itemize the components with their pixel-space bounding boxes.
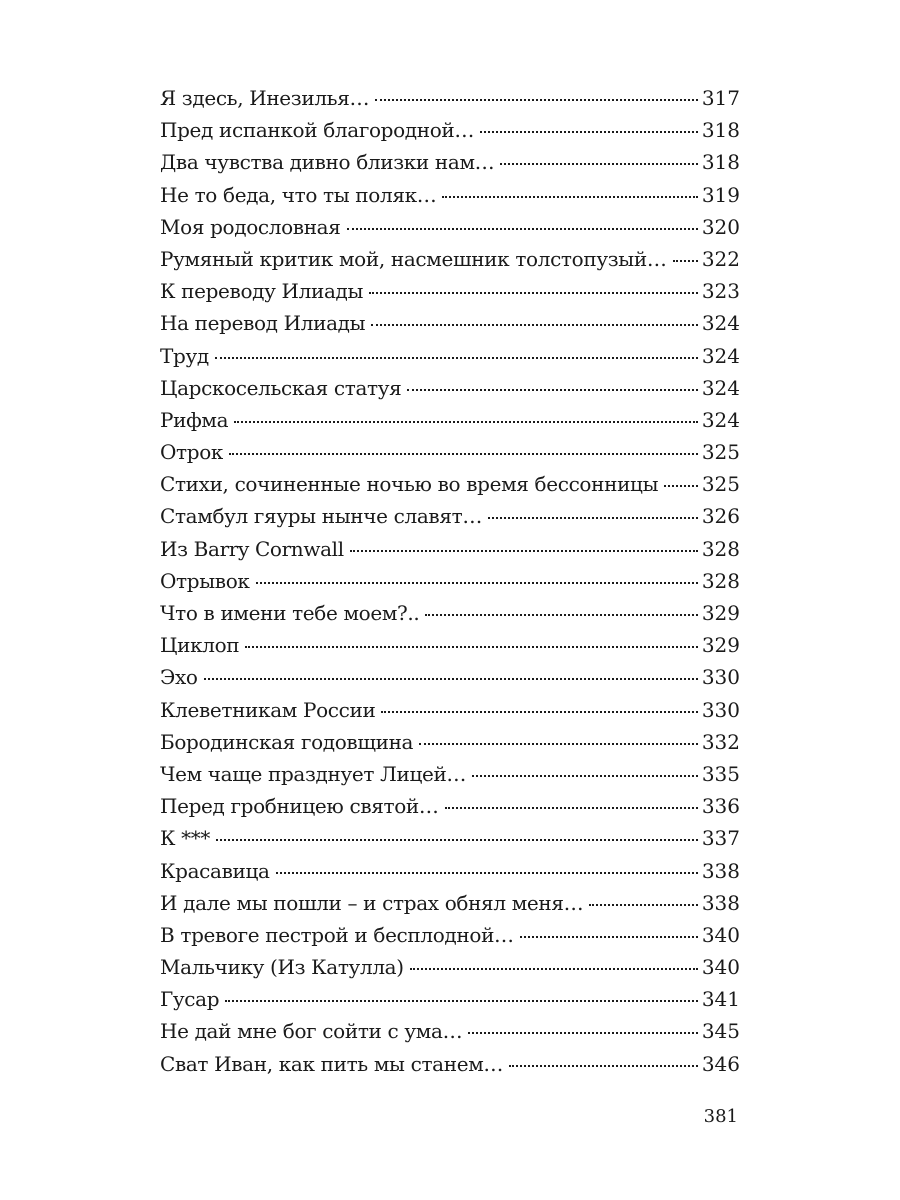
toc-entry-title: К *** — [160, 826, 211, 851]
toc-entry[interactable] — [160, 951, 740, 983]
toc-entry-page: 345 — [701, 1019, 740, 1044]
toc-dot-leader — [673, 260, 698, 262]
toc-entry-page: 322 — [701, 246, 740, 271]
toc-dot-leader — [509, 1065, 698, 1067]
toc-entry-page: 337 — [701, 826, 740, 851]
toc-entry-title: Сват Иван, как пить мы станем… — [160, 1051, 504, 1076]
toc-entry-page: 318 — [701, 150, 740, 175]
toc-entry-title: Стихи, сочиненные ночью во время бессонницы — [160, 472, 659, 497]
toc-entry-title: Пред испанкой благородной… — [160, 118, 475, 143]
toc-entry-page: 332 — [701, 729, 740, 754]
toc-entry-title: Отрок — [160, 440, 224, 465]
toc-entry-page: 336 — [701, 794, 740, 819]
toc-entry-title: Рифма — [160, 407, 229, 432]
toc-entry-title: Из Barry Cornwall — [160, 536, 344, 561]
toc-entry[interactable] — [160, 887, 740, 919]
toc-entry-page: 340 — [701, 955, 740, 980]
toc-entry[interactable] — [160, 1015, 740, 1047]
toc-dot-leader — [589, 904, 698, 906]
toc-entry[interactable] — [160, 1048, 740, 1080]
toc-dot-leader — [520, 936, 698, 938]
toc-entry[interactable] — [160, 983, 740, 1015]
toc-entry-title: Труд — [160, 343, 209, 368]
toc-entry-page: 329 — [701, 633, 740, 658]
toc-entry[interactable] — [160, 82, 740, 114]
toc-entry-page: 329 — [701, 601, 740, 625]
toc-entry-page: 317 — [701, 86, 740, 110]
toc-entry[interactable] — [160, 790, 740, 822]
toc-entry-title: В тревоге пестрой и бесплодной… — [160, 922, 514, 947]
table-of-contents — [160, 82, 740, 1080]
toc-entry-page: 325 — [701, 472, 740, 497]
toc-dot-leader — [664, 485, 698, 487]
toc-dot-leader — [371, 324, 698, 326]
toc-dot-leader — [468, 1032, 698, 1034]
toc-entry[interactable] — [160, 307, 740, 339]
toc-entry-page: 319 — [701, 182, 740, 207]
toc-dot-leader — [410, 968, 698, 970]
toc-entry-title: Чем чаще празднует Лицей… — [160, 761, 467, 786]
toc-entry-title: К переводу Илиады — [160, 279, 364, 304]
toc-entry[interactable] — [160, 114, 740, 146]
toc-entry[interactable] — [160, 146, 740, 178]
toc-entry-page: 335 — [701, 761, 740, 786]
toc-entry[interactable] — [160, 436, 740, 468]
toc-entry-page: 324 — [701, 375, 740, 400]
toc-entry-title: Румяный критик мой, насмешник толстопузый… — [160, 246, 667, 271]
toc-dot-leader — [407, 389, 697, 391]
toc-entry-page: 325 — [701, 440, 740, 465]
toc-entry-title: Мальчику (Из Катулла) — [160, 955, 404, 980]
toc-entry-page: 340 — [701, 922, 740, 947]
toc-entry-title: Не то беда, что ты поляк… — [160, 182, 437, 207]
toc-entry-title: Моя родословная — [160, 214, 341, 239]
toc-entry[interactable] — [160, 629, 740, 661]
toc-entry-title: Стамбул гяуры нынче славят… — [160, 504, 482, 529]
toc-dot-leader — [472, 775, 698, 777]
toc-entry[interactable] — [160, 758, 740, 790]
toc-entry-title: Красавица — [160, 858, 270, 883]
toc-dot-leader — [215, 357, 698, 359]
toc-entry-page: 338 — [701, 858, 740, 883]
toc-entry-title: Бородинская годовщина — [160, 729, 414, 754]
toc-entry-page: 323 — [701, 279, 740, 304]
toc-entry-title: И дале мы пошли – и страх обнял меня… — [160, 890, 584, 915]
toc-entry-title: Я здесь, Инезилья… — [160, 86, 370, 110]
toc-dot-leader — [480, 131, 698, 133]
toc-entry-title: Отрывок — [160, 568, 250, 593]
toc-entry-page: 328 — [701, 536, 740, 561]
toc-entry[interactable] — [160, 275, 740, 307]
toc-entry-page: 338 — [701, 890, 740, 915]
toc-dot-leader — [216, 839, 698, 841]
toc-entry-page: 320 — [701, 214, 740, 239]
toc-dot-leader — [442, 196, 697, 198]
toc-entry[interactable] — [160, 340, 740, 372]
toc-entry[interactable] — [160, 565, 740, 597]
toc-dot-leader — [381, 711, 697, 713]
toc-dot-leader — [234, 421, 698, 423]
toc-dot-leader — [488, 517, 698, 519]
toc-entry[interactable] — [160, 500, 740, 532]
toc-entry-page: 318 — [701, 118, 740, 143]
toc-entry[interactable] — [160, 243, 740, 275]
toc-entry-title: Клеветникам России — [160, 697, 376, 722]
toc-entry[interactable] — [160, 404, 740, 436]
toc-entry[interactable] — [160, 919, 740, 951]
toc-entry-page: 324 — [701, 343, 740, 368]
toc-dot-leader — [204, 678, 698, 680]
toc-dot-leader — [500, 163, 697, 165]
toc-entry-title: На перевод Илиады — [160, 311, 366, 336]
toc-dot-leader — [225, 1000, 698, 1002]
toc-entry-title: Циклоп — [160, 633, 240, 658]
toc-entry-page: 330 — [701, 697, 740, 722]
toc-entry-title: Что в имени тебе моем?.. — [160, 601, 420, 625]
toc-entry-title: Перед гробницею святой… — [160, 794, 439, 819]
toc-entry[interactable] — [160, 372, 740, 404]
toc-entry[interactable] — [160, 179, 740, 211]
toc-entry-page: 326 — [701, 504, 740, 529]
toc-entry[interactable] — [160, 211, 740, 243]
toc-entry-title: Царскосельская статуя — [160, 375, 402, 400]
toc-entry-page: 328 — [701, 568, 740, 593]
toc-entry[interactable] — [160, 822, 740, 854]
toc-entry[interactable] — [160, 468, 740, 500]
toc-entry[interactable] — [160, 533, 740, 565]
page-number: 381 — [703, 1106, 738, 1127]
toc-entry[interactable] — [160, 661, 740, 693]
toc-dot-leader — [425, 614, 697, 616]
toc-entry-page: 324 — [701, 311, 740, 336]
toc-entry[interactable] — [160, 694, 740, 726]
toc-entry-page: 341 — [701, 987, 740, 1012]
toc-entry[interactable] — [160, 855, 740, 887]
toc-dot-leader — [276, 872, 698, 874]
toc-dot-leader — [229, 453, 698, 455]
toc-dot-leader — [375, 99, 698, 101]
toc-entry[interactable] — [160, 726, 740, 758]
toc-entry-page: 324 — [701, 407, 740, 432]
toc-dot-leader — [419, 743, 698, 745]
toc-entry[interactable] — [160, 597, 740, 629]
toc-entry-page: 330 — [701, 665, 740, 690]
toc-entry-title: Гусар — [160, 987, 220, 1012]
toc-dot-leader — [445, 807, 698, 809]
toc-dot-leader — [369, 292, 698, 294]
toc-dot-leader — [347, 228, 698, 230]
toc-dot-leader — [245, 646, 698, 648]
toc-entry-page: 346 — [701, 1051, 740, 1076]
toc-entry-title: Эхо — [160, 665, 198, 690]
toc-entry-title: Не дай мне бог сойти с ума… — [160, 1019, 463, 1044]
toc-dot-leader — [256, 582, 698, 584]
toc-dot-leader — [350, 550, 698, 552]
toc-entry-title: Два чувства дивно близки нам… — [160, 150, 495, 175]
